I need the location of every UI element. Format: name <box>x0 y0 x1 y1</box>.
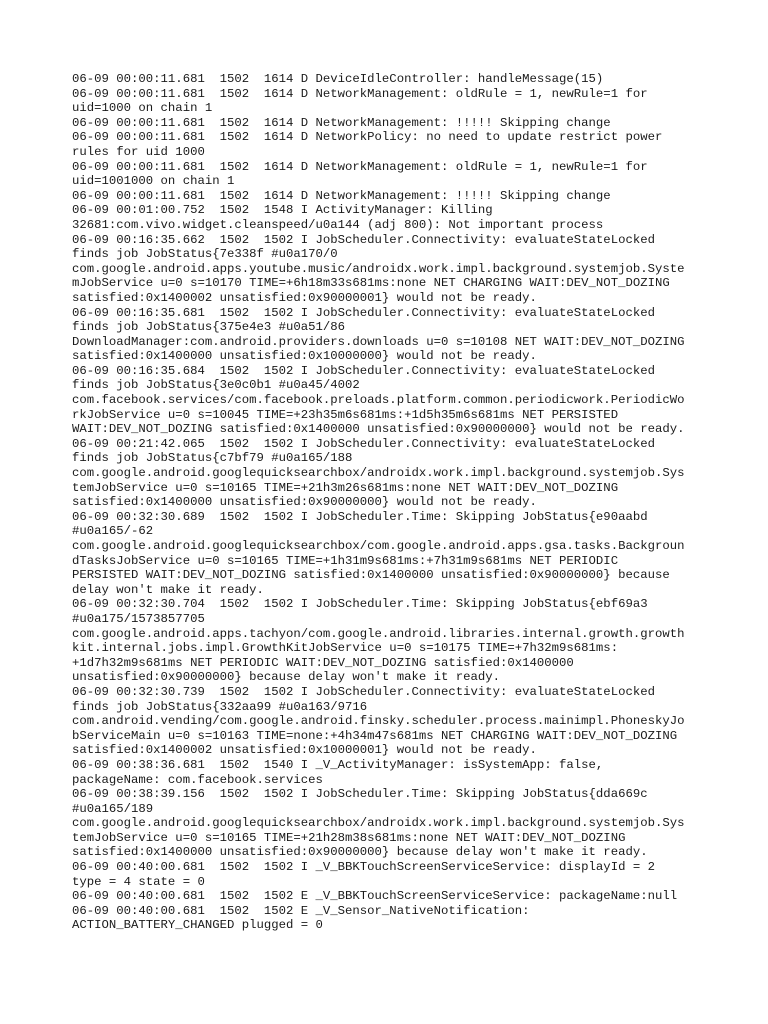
log-line: 06-09 00:40:00.681 1502 1502 E _V_BBKTouchScreenServiceService: packageName:null <box>72 889 678 904</box>
log-line: WAIT:DEV_NOT_DOZING satisfied:0x1400000 unsatisfied:0x90000000} would not be ready. <box>72 422 685 437</box>
log-line: delay won't make it ready. <box>72 582 264 597</box>
log-line: 06-09 00:40:00.681 1502 1502 I _V_BBKTouchScreenServiceService: displayId = 2 <box>72 860 655 875</box>
log-line: PERSISTED WAIT:DEV_NOT_DOZING satisfied:0x1400000 unsatisfied:0x90000000} because <box>72 568 670 583</box>
log-line: finds job JobStatus{7e338f #u0a170/0 <box>72 247 338 262</box>
log-line: com.google.android.apps.youtube.music/androidx.work.impl.background.systemjob.Syste <box>72 261 685 276</box>
log-line: satisfied:0x1400000 unsatisfied:0x10000000} would not be ready. <box>72 349 537 364</box>
log-line: 06-09 00:00:11.681 1502 1614 D NetworkPolicy: no need to update restrict power <box>72 130 663 145</box>
log-line: dTasksJobService u=0 s=10165 TIME=+1h31m9s681ms:+7h31m9s681ms NET PERIODIC <box>72 553 619 568</box>
log-line: 06-09 00:00:11.681 1502 1614 D NetworkManagement: !!!!! Skipping change <box>72 188 611 203</box>
log-line: 32681:com.vivo.widget.cleanspeed/u0a144 (adj 800): Not important process <box>72 217 604 232</box>
log-line: com.android.vending/com.google.android.finsky.scheduler.process.mainimpl.PhoneskyJo <box>72 714 685 729</box>
log-line: 06-09 00:38:36.681 1502 1540 I _V_ActivityManager: isSystemApp: false, <box>72 757 604 772</box>
log-line: unsatisfied:0x90000000} because delay won't make it ready. <box>72 670 501 685</box>
log-line: finds job JobStatus{3e0c0b1 #u0a45/4002 <box>72 378 360 393</box>
log-line: com.google.android.apps.tachyon/com.google.android.libraries.internal.growth.growth <box>72 626 685 641</box>
log-line: finds job JobStatus{332aa99 #u0a163/9716 <box>72 699 368 714</box>
log-line: 06-09 00:00:11.681 1502 1614 D NetworkManagement: oldRule = 1, newRule=1 for <box>72 86 648 101</box>
log-text <box>72 72 728 933</box>
log-line: type = 4 state = 0 <box>72 874 205 889</box>
log-line: temJobService u=0 s=10165 TIME=+21h3m26s681ms:none NET WAIT:DEV_NOT_DOZING <box>72 480 619 495</box>
log-line: satisfied:0x1400002 unsatisfied:0x90000001} would not be ready. <box>72 290 537 305</box>
log-line: 06-09 00:00:11.681 1502 1614 D DeviceIdleController: handleMessage(15) <box>72 72 604 86</box>
log-line: com.google.android.googlequicksearchbox/com.google.android.apps.gsa.tasks.Backgroun <box>72 539 685 553</box>
log-line: 06-09 00:32:30.704 1502 1502 I JobScheduler.Time: Skipping JobStatus{ebf69a3 <box>72 597 648 612</box>
log-line: satisfied:0x1400002 unsatisfied:0x10000001} would not be ready. <box>72 743 537 758</box>
log-line: 06-09 00:00:11.681 1502 1614 D NetworkManagement: !!!!! Skipping change <box>72 115 611 130</box>
log-line: +1d7h32m9s681ms NET PERIODIC WAIT:DEV_NOT_DOZING satisfied:0x1400000 <box>72 655 574 670</box>
log-line: #u0a175/1573857705 <box>72 611 205 626</box>
log-line: uid=1001000 on chain 1 <box>72 174 235 189</box>
log-line: DownloadManager:com.android.providers.downloads u=0 s=10108 NET WAIT:DEV_NOT_DOZING <box>72 334 685 349</box>
log-line: satisfied:0x1400000 unsatisfied:0x90000000} would not be ready. <box>72 495 537 510</box>
log-line: #u0a165/-62 <box>72 524 154 539</box>
log-line: 06-09 00:32:30.739 1502 1502 I JobScheduler.Connectivity: evaluateStateLocked <box>72 684 655 699</box>
log-line: com.facebook.services/com.facebook.preloads.platform.common.periodicwork.PeriodicWo <box>72 393 685 408</box>
log-line: mJobService u=0 s=10170 TIME=+6h18m33s681ms:none NET CHARGING WAIT:DEV_NOT_DOZING <box>72 276 670 291</box>
log-line: com.google.android.googlequicksearchbox/androidx.work.impl.background.systemjob.Sys <box>72 466 685 481</box>
log-line: 06-09 00:32:30.689 1502 1502 I JobScheduler.Time: Skipping JobStatus{e90aabd <box>72 509 648 524</box>
log-line: 06-09 00:38:39.156 1502 1502 I JobScheduler.Time: Skipping JobStatus{dda669c <box>72 787 648 802</box>
log-line: #u0a165/189 <box>72 801 154 816</box>
log-line: uid=1000 on chain 1 <box>72 101 213 116</box>
log-line: 06-09 00:16:35.681 1502 1502 I JobScheduler.Connectivity: evaluateStateLocked <box>72 305 655 320</box>
log-line: com.google.android.googlequicksearchbox/androidx.work.impl.background.systemjob.Sys <box>72 816 685 831</box>
log-line: satisfied:0x1400000 unsatisfied:0x90000000} because delay won't make it ready. <box>72 845 648 860</box>
log-line: bServiceMain u=0 s=10163 TIME=none:+4h34m47s681ms NET CHARGING WAIT:DEV_NOT_DOZING <box>72 728 678 743</box>
log-line: finds job JobStatus{c7bf79 #u0a165/188 <box>72 451 353 466</box>
log-line: 06-09 00:16:35.684 1502 1502 I JobScheduler.Connectivity: evaluateStateLocked <box>72 363 655 378</box>
log-line: rkJobService u=0 s=10045 TIME=+23h35m6s681ms:+1d5h35m6s681ms NET PERSISTED <box>72 407 619 422</box>
log-line: packageName: com.facebook.services <box>72 772 323 787</box>
log-line: temJobService u=0 s=10165 TIME=+21h28m38s681ms:none NET WAIT:DEV_NOT_DOZING <box>72 830 626 845</box>
log-line: 06-09 00:40:00.681 1502 1502 E _V_Sensor_NativeNotification: <box>72 903 530 918</box>
log-line: rules for uid 1000 <box>72 144 205 159</box>
log-line: finds job JobStatus{375e4e3 #u0a51/86 <box>72 320 346 335</box>
log-line: ACTION_BATTERY_CHANGED plugged = 0 <box>72 918 323 933</box>
log-line: 06-09 00:01:00.752 1502 1548 I ActivityManager: Killing <box>72 203 493 218</box>
log-line: 06-09 00:00:11.681 1502 1614 D NetworkManagement: oldRule = 1, newRule=1 for <box>72 159 648 174</box>
log-line: kit.internal.jobs.impl.GrowthKitJobService u=0 s=10175 TIME=+7h32m9s681ms: <box>72 641 619 656</box>
log-line: 06-09 00:16:35.662 1502 1502 I JobScheduler.Connectivity: evaluateStateLocked <box>72 232 655 247</box>
log-line: 06-09 00:21:42.065 1502 1502 I JobScheduler.Connectivity: evaluateStateLocked <box>72 436 655 451</box>
